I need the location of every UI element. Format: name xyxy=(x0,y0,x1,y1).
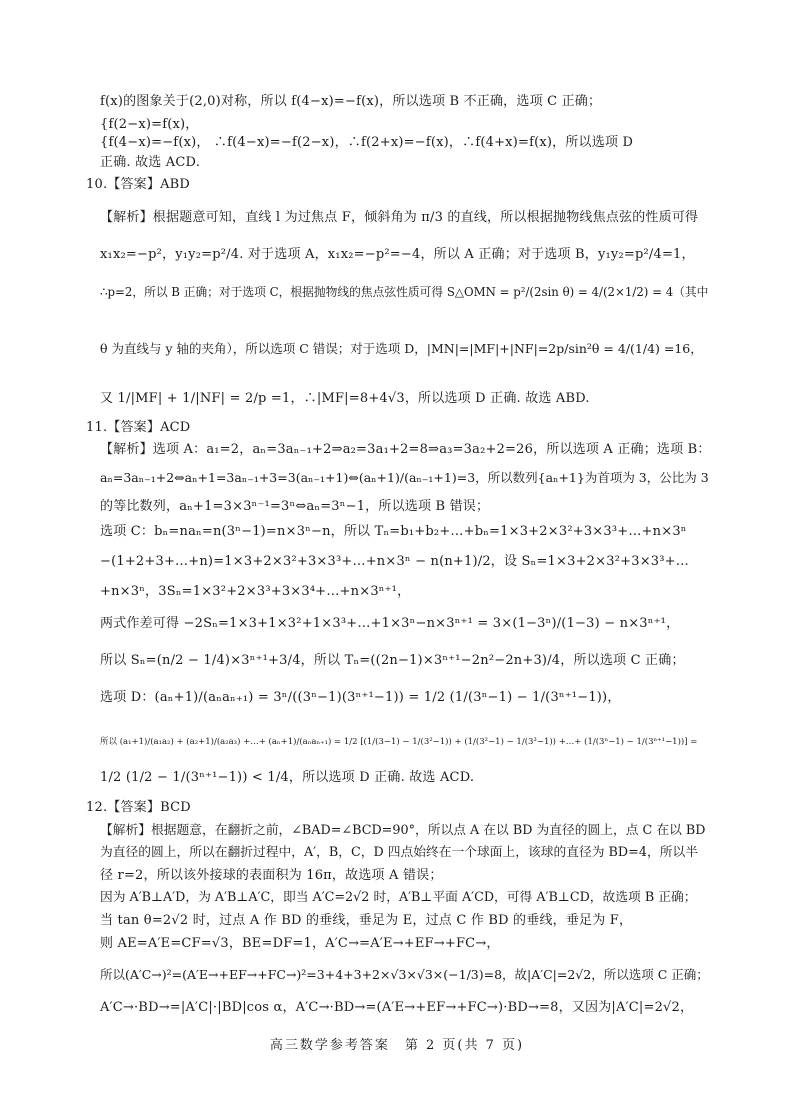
text-line: {f(2−x)=f(x)， xyxy=(100,117,199,132)
text-line: A′C→·BD→=|A′C|·|BD|cos α，A′C→·BD→=(A′E→+EF→+FC→)·BD→=8，又因为|A′C|=2√2， xyxy=(100,1000,694,1015)
question-heading: 11.【答案】ACD xyxy=(86,420,191,435)
text-line: ∴p=2，所以 B 正确；对于选项 C，根据抛物线的焦点弦性质可得 S△OMN = p²/(2sin θ) = 4/(2×1/2) = 4（其中 xyxy=(100,285,709,299)
text-line: 【解析】根据题意，在翻折之前，∠BAD=∠BCD=90°，所以点 A 在以 BD 为直径的圆上，点 C 在以 BD xyxy=(100,823,706,838)
text-line: 两式作差可得 −2Sₙ=1×3+1×3²+1×3³+…+1×3ⁿ−n×3ⁿ⁺¹ = 3×(1−3ⁿ)/(1−3) − n×3ⁿ⁺¹， xyxy=(100,616,680,631)
text-line: 所以 Sₙ=(n/2 − 1/4)×3ⁿ⁺¹+3/4，所以 Tₙ=((2n−1)×3ⁿ⁺¹−2n²−2n+3)/4，所以选项 C 正确； xyxy=(100,653,685,668)
question-heading: 10.【答案】ABD xyxy=(86,177,191,192)
text-line: 的等比数列，aₙ+1=3×3ⁿ⁻¹=3ⁿ⇔aₙ=3ⁿ−1，所以选项 B 错误； xyxy=(100,499,490,514)
text-line: 则 AE=A′E=CF=√3，BE=DF=1，A′C→=A′E→+EF→+FC→， xyxy=(100,936,500,951)
text-line: 因为 A′B⊥A′D，为 A′B⊥A′C，即当 A′C=2√2 时，A′B⊥平面 A′CD，可得 A′B⊥CD，故选项 B 正确； xyxy=(100,890,697,905)
text-line: f(x)的图象关于(2,0)对称，所以 f(4−x)=−f(x)，所以选项 B 不正确，选项 C 正确； xyxy=(100,94,602,109)
text-line: +n×3ⁿ，3Sₙ=1×3²+2×3³+3×3⁴+…+n×3ⁿ⁺¹， xyxy=(100,584,411,599)
page-footer: 高三数学参考答案 第 2 页(共 7 页) xyxy=(269,1038,525,1053)
text-line: 正确. 故选 ACD. xyxy=(100,155,201,170)
text-line: x₁x₂=−p²，y₁y₂=p²/4. 对于选项 A，x₁x₂=−p²=−4，所以 A 正确；对于选项 B，y₁y₂=p²/4=1， xyxy=(100,247,695,262)
text-line: 又 1/|MF| + 1/|NF| = 2/p =1，∴|MF|=8+4√3，所以选项 D 正确. 故选 ABD. xyxy=(100,391,590,406)
text-line: 1/2 (1/2 − 1/(3ⁿ⁺¹−1)) < 1/4，所以选项 D 正确. 故选 ACD. xyxy=(100,770,475,785)
text-line: 选项 D：(aₙ+1)/(aₙaₙ₊₁) = 3ⁿ/((3ⁿ−1)(3ⁿ⁺¹−1)) = 1/2 (1/(3ⁿ−1) − 1/(3ⁿ⁺¹−1))， xyxy=(100,690,621,705)
text-line: −(1+2+3+…+n)=1×3+2×3²+3×3³+…+n×3ⁿ − n(n+1)/2，设 Sₙ=1×3+2×3²+3×3³+… xyxy=(100,554,689,569)
text-line: 所以(A′C→)²=(A′E→+EF→+FC→)²=3+4+3+2×√3×√3×(−1/3)=8，故|A′C|=2√2，所以选项 C 正确； xyxy=(100,967,709,982)
question-heading: 12.【答案】BCD xyxy=(86,800,191,815)
text-line: 所以 (a₁+1)/(a₁a₂) + (a₂+1)/(a₂a₃) +…+ (aₙ+1)/(aₙaₙ₊₁) = 1/2 [(1/(3−1) − 1/(3²−1)) + (1/(3²−1) − 1/(3³−1)) +…+ (1/(3ⁿ−1) − 1/(3ⁿ⁺¹−1))] = xyxy=(100,737,698,747)
text-line: 选项 C：bₙ=naₙ=n(3ⁿ−1)=n×3ⁿ−n，所以 Tₙ=b₁+b₂+…+bₙ=1×3+2×3²+3×3³+…+n×3ⁿ xyxy=(100,524,687,539)
text-line: θ 为直线与 y 轴的夹角），所以选项 C 错误；对于选项 D，|MN|=|MF|+|NF|=2p/sin²θ = 4/(1/4) =16， xyxy=(100,341,703,356)
text-line: 【解析】选项 A：a₁=2，aₙ=3aₙ₋₁+2⇒a₂=3a₁+2=8⇒a₃=3a₂+2=26，所以选项 A 正确；选项 B： xyxy=(100,442,711,457)
text-line: {f(4−x)=−f(x)， ∴f(4−x)=−f(2−x)，∴f(2+x)=−f(x)，∴f(4+x)=f(x)，所以选项 D xyxy=(100,135,634,150)
text-line: 【解析】根据题意可知，直线 l 为过焦点 F，倾斜角为 π/3 的直线，所以根据抛物线焦点弦的性质可得 xyxy=(100,210,699,225)
text-line: 径 r=2，所以该外接球的表面积为 16π，故选项 A 错误； xyxy=(100,868,443,883)
text-line: aₙ=3aₙ₋₁+2⇔aₙ+1=3aₙ₋₁+3=3(aₙ₋₁+1)⇔(aₙ+1)/(aₙ₋₁+1)=3，所以数列{aₙ+1}为首项为 3，公比为 3 xyxy=(100,470,709,485)
text-line: 当 tan θ=2√2 时，过点 A 作 BD 的垂线，垂足为 E，过点 C 作 BD 的垂线，垂足为 F， xyxy=(100,913,633,928)
text-line: 为直径的圆上，所以在翻折过程中，A′，B，C，D 四点始终在一个球面上，该球的直径为 BD=4，所以半 xyxy=(100,845,698,860)
